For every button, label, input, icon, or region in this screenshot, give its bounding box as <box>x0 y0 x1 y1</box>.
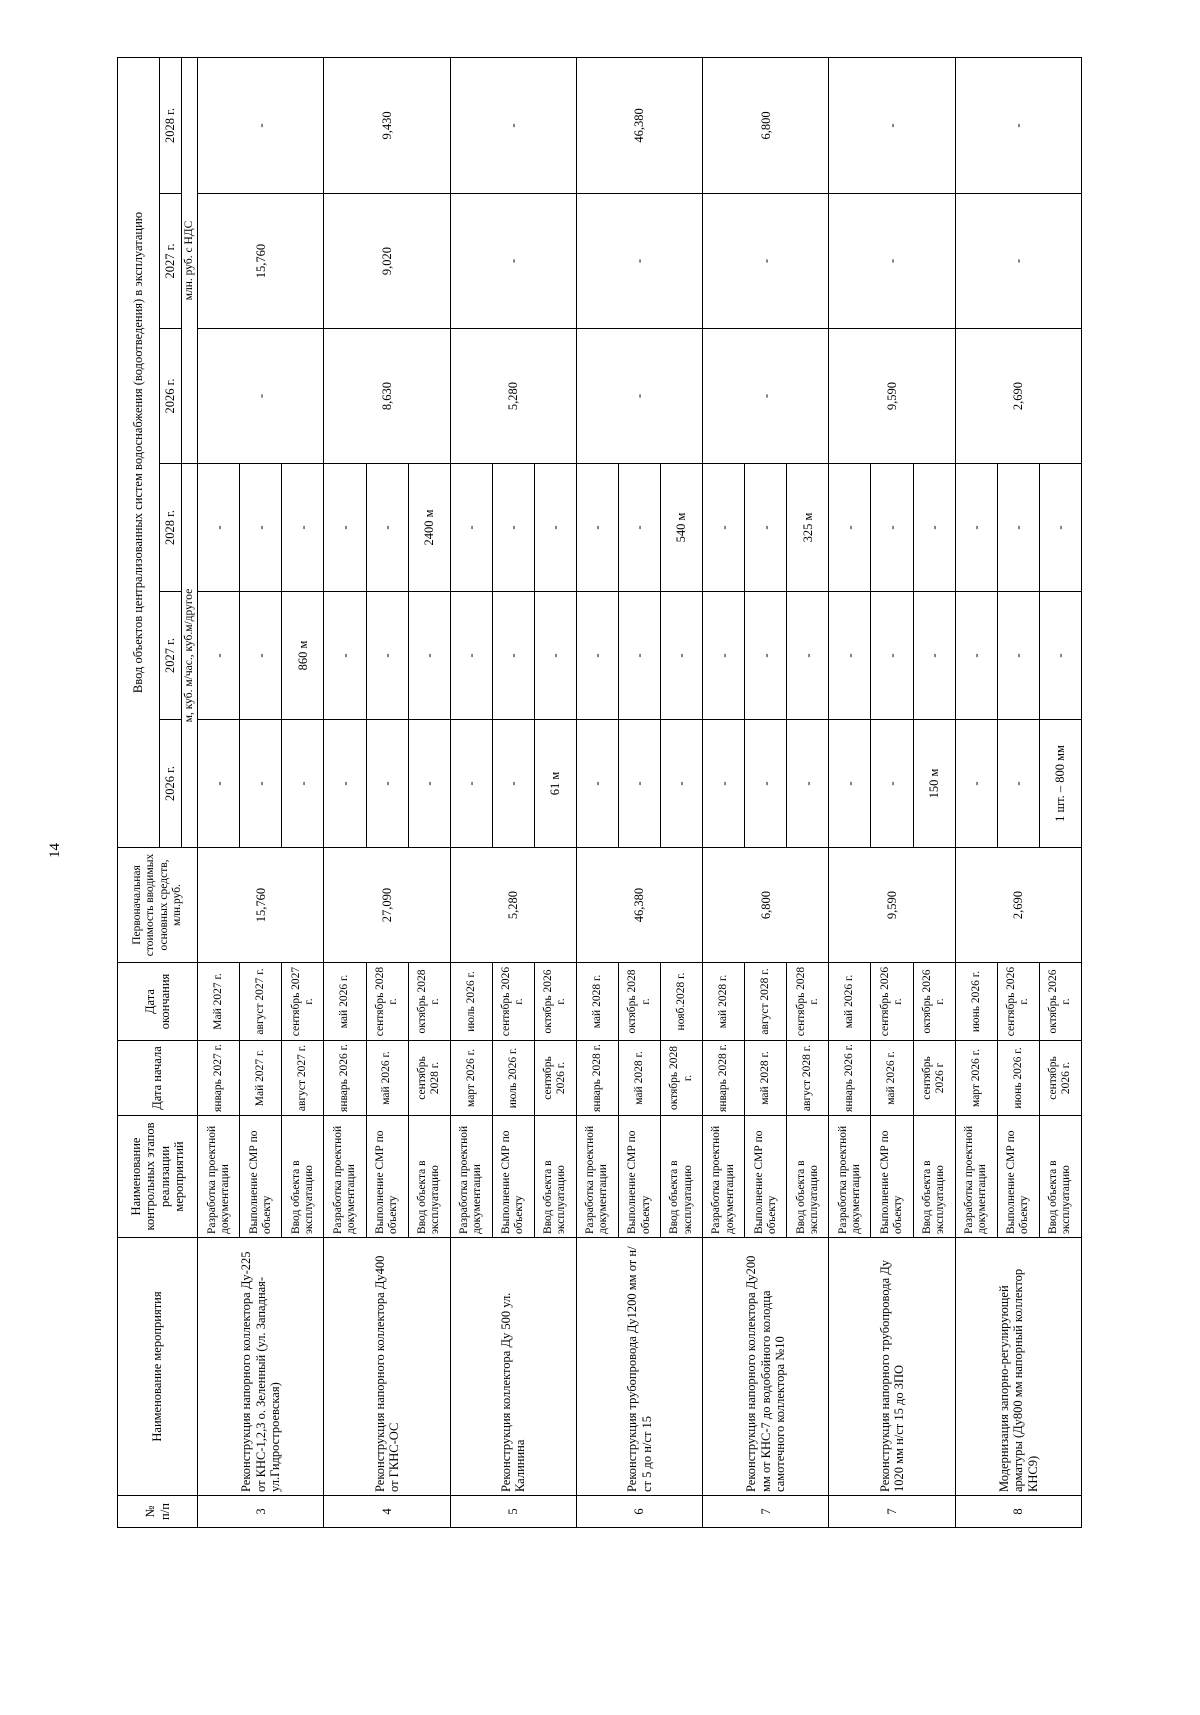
cost-value: 2,690 <box>955 848 1081 963</box>
start-date: январь 2026 г. <box>829 1041 871 1116</box>
phys-value: - <box>324 464 366 592</box>
start-date: сентябрь 2026 г. <box>1039 1041 1081 1116</box>
phys-value: 325 м <box>787 464 829 592</box>
phys-value: - <box>913 592 955 720</box>
stage-name: Ввод объекта в эксплуатацию <box>787 1116 829 1238</box>
start-date: май 2026 г. <box>366 1041 408 1116</box>
phys-value: - <box>661 720 703 848</box>
stage-name: Выполнение СМР по объекту <box>366 1116 408 1238</box>
phys-value: 1 шт. – 800 мм <box>1039 720 1081 848</box>
stage-name: Выполнение СМР по объекту <box>240 1116 282 1238</box>
phys-value: - <box>997 592 1039 720</box>
phys-value: - <box>787 720 829 848</box>
phys-value: - <box>366 464 408 592</box>
stage-name: Ввод объекта в эксплуатацию <box>913 1116 955 1238</box>
phys-value: - <box>408 592 450 720</box>
money-value: - <box>576 194 702 329</box>
header-num: № п/п <box>118 1496 198 1528</box>
phys-value: - <box>450 720 492 848</box>
stage-name: Ввод объекта в эксплуатацию <box>1039 1116 1081 1238</box>
money-value: 46,380 <box>576 57 702 193</box>
header-y2026-money: 2026 г. <box>160 329 182 464</box>
phys-value: - <box>366 592 408 720</box>
phys-value: - <box>198 720 240 848</box>
stage-name: Разработка проектной документации <box>450 1116 492 1238</box>
end-date: сентябрь 2026 г. <box>871 963 913 1041</box>
start-date: январь 2026 г. <box>324 1041 366 1116</box>
start-date: май 2026 г. <box>871 1041 913 1116</box>
investment-table <box>117 57 1082 1528</box>
header-input-group: Ввод объектов централизованных систем водоснабжения (водоотведения) в эксплуатацию <box>118 57 160 847</box>
phys-value: 2400 м <box>408 464 450 592</box>
start-date: сентябрь 2028 г. <box>408 1041 450 1116</box>
end-date: октябрь 2026 г. <box>913 963 955 1041</box>
cost-value: 9,590 <box>829 848 955 963</box>
stage-name: Ввод объекта в эксплуатацию <box>534 1116 576 1238</box>
end-date: май 2026 г. <box>324 963 366 1041</box>
phys-value: - <box>745 720 787 848</box>
money-value: 2,690 <box>955 329 1081 464</box>
start-date: май 2028 г. <box>745 1041 787 1116</box>
event-name: Реконструкция напорного коллектора Ду-225 от КНС-1,2,3 о. Зеленный (ул. Западная-ул.Гидростроевская) <box>198 1238 324 1496</box>
phys-value: - <box>871 464 913 592</box>
phys-value: - <box>450 592 492 720</box>
phys-value: - <box>240 592 282 720</box>
phys-value: - <box>1039 464 1081 592</box>
start-date: март 2026 г. <box>450 1041 492 1116</box>
phys-value: - <box>282 464 324 592</box>
phys-value: - <box>492 592 534 720</box>
start-date: июль 2026 г. <box>492 1041 534 1116</box>
phys-value: - <box>913 464 955 592</box>
cost-value: 15,760 <box>198 848 324 963</box>
header-y2027-phys: 2027 г. <box>160 592 182 720</box>
money-value: - <box>198 57 324 193</box>
event-name: Реконструкция трубопровода Ду1200 мм от н/ст 5 до н/ст 15 <box>576 1238 702 1496</box>
phys-value: - <box>492 720 534 848</box>
phys-value: - <box>787 592 829 720</box>
phys-value: 860 м <box>282 592 324 720</box>
cost-value: 27,090 <box>324 848 450 963</box>
stage-name: Разработка проектной документации <box>324 1116 366 1238</box>
phys-value: - <box>997 720 1039 848</box>
money-value: 15,760 <box>198 194 324 329</box>
end-date: май 2028 г. <box>576 963 618 1041</box>
end-date: сентябрь 2026 г. <box>997 963 1039 1041</box>
phys-value: - <box>871 592 913 720</box>
start-date: май 2028 г. <box>619 1041 661 1116</box>
row-number: 8 <box>955 1496 1081 1528</box>
start-date: сентябрь 2026 г <box>913 1041 955 1116</box>
money-value: - <box>955 57 1081 193</box>
money-value: 5,280 <box>450 329 576 464</box>
header-y2026-phys: 2026 г. <box>160 720 182 848</box>
stage-name: Ввод объекта в эксплуатацию <box>661 1116 703 1238</box>
header-unit-money: млн. руб. с НДС <box>182 57 198 463</box>
money-value: - <box>703 194 829 329</box>
phys-value: - <box>829 592 871 720</box>
money-value: - <box>450 194 576 329</box>
rotated-table-container <box>117 58 1082 1528</box>
end-date: октябрь 2028 г. <box>408 963 450 1041</box>
money-value: 9,430 <box>324 57 450 193</box>
end-date: сентябрь 2026 г. <box>492 963 534 1041</box>
start-date: январь 2028 г. <box>576 1041 618 1116</box>
end-date: июнь 2026 г. <box>955 963 997 1041</box>
table-body <box>198 57 1082 1527</box>
event-name: Реконструкция напорного трубопровода Ду 1020 мм н/ст 15 до ЗПО <box>829 1238 955 1496</box>
stage-name: Выполнение СМР по объекту <box>997 1116 1039 1238</box>
row-number: 3 <box>198 1496 324 1528</box>
header-event: Наименование мероприятия <box>118 1238 198 1496</box>
stage-name: Ввод объекта в эксплуатацию <box>408 1116 450 1238</box>
header-start: Дата начала <box>118 1041 198 1116</box>
start-date: январь 2028 г. <box>703 1041 745 1116</box>
table-row <box>324 57 366 1527</box>
start-date: сентябрь 2026 г. <box>534 1041 576 1116</box>
header-unit-phys: м, куб. м/час., куб.м/другое <box>182 464 198 848</box>
page-number: 14 <box>47 843 63 858</box>
row-number: 4 <box>324 1496 450 1528</box>
row-number: 5 <box>450 1496 576 1528</box>
phys-value: - <box>576 464 618 592</box>
phys-value: - <box>745 464 787 592</box>
event-name: Реконструкция напорного коллектора Ду400 от ГКНС-ОС <box>324 1238 450 1496</box>
phys-value: - <box>324 720 366 848</box>
table-row <box>829 57 871 1527</box>
phys-value: - <box>576 592 618 720</box>
phys-value: - <box>198 592 240 720</box>
phys-value: - <box>955 592 997 720</box>
money-value: 9,020 <box>324 194 450 329</box>
money-value: - <box>450 57 576 193</box>
stage-name: Выполнение СМР по объекту <box>745 1116 787 1238</box>
end-date: октябрь 2026 г. <box>534 963 576 1041</box>
start-date: январь 2027 г. <box>198 1041 240 1116</box>
end-date: май 2026 г. <box>829 963 871 1041</box>
phys-value: - <box>829 720 871 848</box>
header-end: Дата окончания <box>118 963 198 1041</box>
phys-value: - <box>619 464 661 592</box>
stage-name: Выполнение СМР по объекту <box>619 1116 661 1238</box>
end-date: октябрь 2028 г. <box>619 963 661 1041</box>
phys-value: - <box>661 592 703 720</box>
stage-name: Разработка проектной документации <box>703 1116 745 1238</box>
phys-value: - <box>534 592 576 720</box>
phys-value: - <box>619 592 661 720</box>
end-date: октябрь 2026 г. <box>1039 963 1081 1041</box>
end-date: сентябрь 2028 г. <box>366 963 408 1041</box>
end-date: июль 2026 г. <box>450 963 492 1041</box>
phys-value: - <box>955 720 997 848</box>
stage-name: Разработка проектной документации <box>576 1116 618 1238</box>
money-value: 6,800 <box>703 57 829 193</box>
phys-value: - <box>955 464 997 592</box>
phys-value: - <box>871 720 913 848</box>
event-name: Модернизация запорно-регулирующей арматуры (Ду800 мм напорный коллектор КНС9) <box>955 1238 1081 1496</box>
start-date: март 2026 г. <box>955 1041 997 1116</box>
stage-name: Выполнение СМР по объекту <box>492 1116 534 1238</box>
stage-name: Разработка проектной документации <box>829 1116 871 1238</box>
table-row <box>450 57 492 1527</box>
cost-value: 5,280 <box>450 848 576 963</box>
money-value: - <box>829 194 955 329</box>
phys-value: 61 м <box>534 720 576 848</box>
event-name: Реконструкция коллектора Ду 500 ул. Калинина <box>450 1238 576 1496</box>
stage-name: Разработка проектной документации <box>955 1116 997 1238</box>
start-date: Май 2027 г. <box>240 1041 282 1116</box>
end-date: сентябрь 2027 г. <box>282 963 324 1041</box>
header-y2028-money: 2028 г. <box>160 57 182 193</box>
money-value: - <box>576 329 702 464</box>
end-date: Май 2027 г. <box>198 963 240 1041</box>
phys-value: 150 м <box>913 720 955 848</box>
start-date: октябрь 2028 г. <box>661 1041 703 1116</box>
phys-value: - <box>576 720 618 848</box>
stage-name: Выполнение СМР по объекту <box>871 1116 913 1238</box>
end-date: нояб.2028 г. <box>661 963 703 1041</box>
phys-value: - <box>324 592 366 720</box>
row-number: 7 <box>829 1496 955 1528</box>
start-date: июнь 2026 г. <box>997 1041 1039 1116</box>
header-cost: Первоначальная стоимость вводимых основных средств, млн.руб. <box>118 848 198 963</box>
money-value: - <box>198 329 324 464</box>
stage-name: Разработка проектной документации <box>198 1116 240 1238</box>
end-date: сентябрь 2028 г. <box>787 963 829 1041</box>
phys-value: - <box>492 464 534 592</box>
table-row <box>198 57 240 1527</box>
row-number: 6 <box>576 1496 702 1528</box>
phys-value: - <box>240 720 282 848</box>
phys-value: - <box>703 592 745 720</box>
phys-value: - <box>829 464 871 592</box>
table-row <box>703 57 745 1527</box>
phys-value: - <box>366 720 408 848</box>
phys-value: 540 м <box>661 464 703 592</box>
stage-name: Ввод объекта в эксплуатацию <box>282 1116 324 1238</box>
phys-value: - <box>282 720 324 848</box>
phys-value: - <box>240 464 282 592</box>
cost-value: 46,380 <box>576 848 702 963</box>
phys-value: - <box>450 464 492 592</box>
phys-value: - <box>703 464 745 592</box>
header-stages: Наименование контрольных этапов реализации мероприятий <box>118 1116 198 1238</box>
end-date: май 2028 г. <box>703 963 745 1041</box>
money-value: 9,590 <box>829 329 955 464</box>
phys-value: - <box>997 464 1039 592</box>
header-y2028-phys: 2028 г. <box>160 464 182 592</box>
end-date: август 2028 г. <box>745 963 787 1041</box>
phys-value: - <box>1039 592 1081 720</box>
phys-value: - <box>408 720 450 848</box>
row-number: 7 <box>703 1496 829 1528</box>
phys-value: - <box>198 464 240 592</box>
phys-value: - <box>745 592 787 720</box>
end-date: август 2027 г. <box>240 963 282 1041</box>
header-y2027-money: 2027 г. <box>160 194 182 329</box>
table-row <box>576 57 618 1527</box>
phys-value: - <box>619 720 661 848</box>
money-value: - <box>955 194 1081 329</box>
cost-value: 6,800 <box>703 848 829 963</box>
phys-value: - <box>534 464 576 592</box>
event-name: Реконструкция напорного коллектора Ду200 мм от КНС-7 до водобойного колодца самотечного коллектора №10 <box>703 1238 829 1496</box>
money-value: 8,630 <box>324 329 450 464</box>
table-row <box>955 57 997 1527</box>
start-date: август 2027 г. <box>282 1041 324 1116</box>
money-value: - <box>703 329 829 464</box>
money-value: - <box>829 57 955 193</box>
phys-value: - <box>703 720 745 848</box>
start-date: август 2028 г. <box>787 1041 829 1116</box>
